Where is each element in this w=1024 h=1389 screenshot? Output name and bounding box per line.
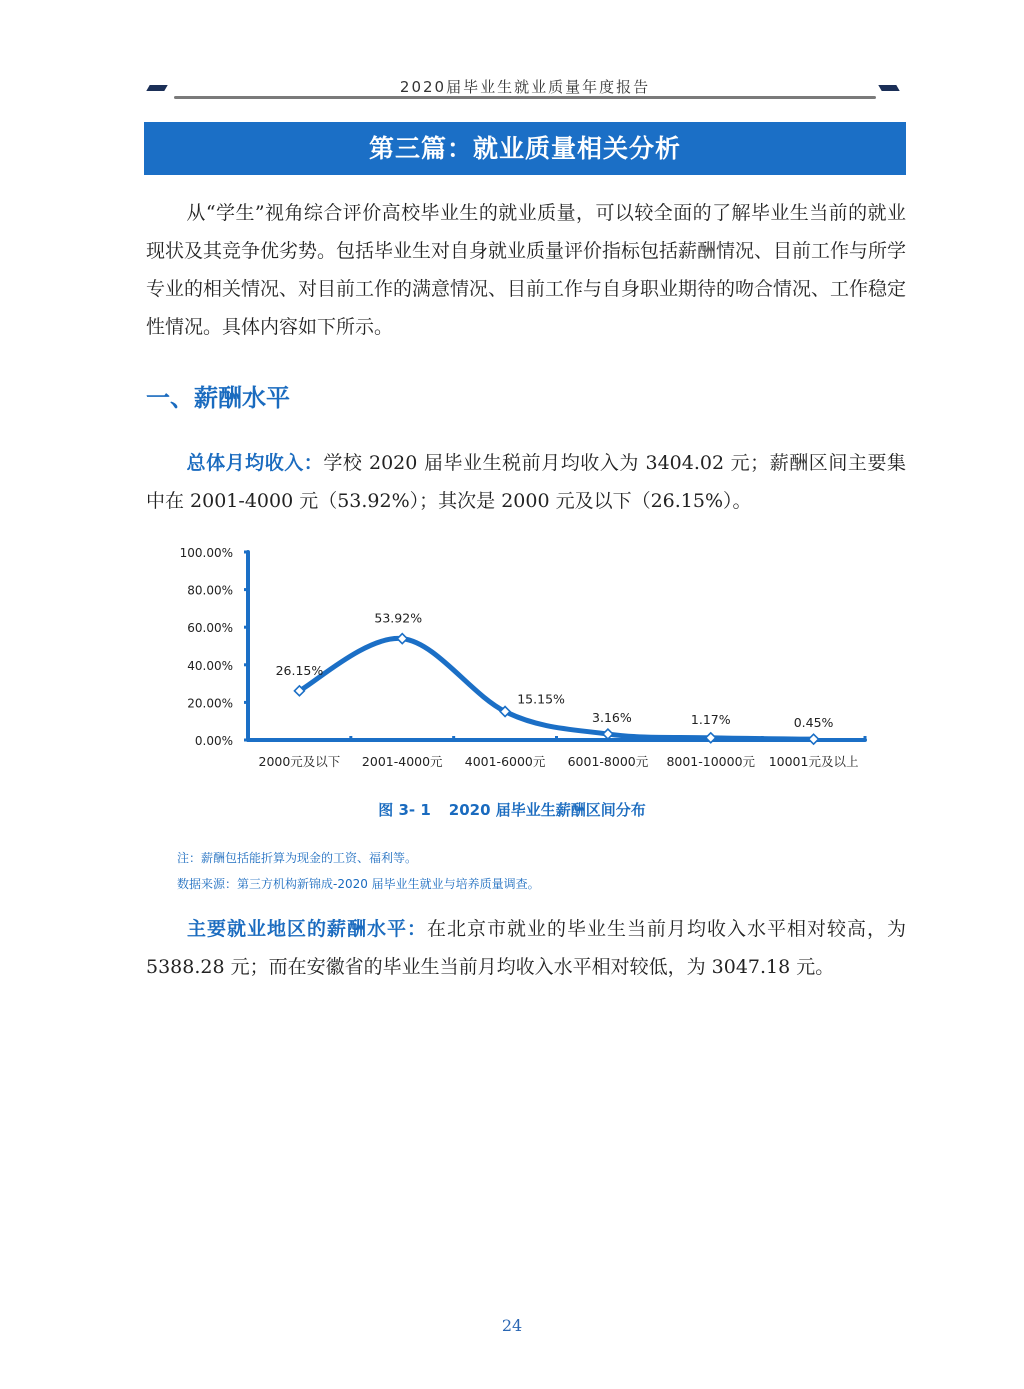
data-label: 3.16% xyxy=(592,710,632,726)
income-paragraph xyxy=(146,444,906,520)
page-header xyxy=(144,74,906,104)
figure-caption xyxy=(0,799,1024,820)
y-tick-label: 80.00% xyxy=(187,583,233,598)
data-label: 15.15% xyxy=(517,691,565,707)
data-point-marker xyxy=(706,733,716,743)
intro-paragraph xyxy=(146,194,906,346)
region-lead: 主要就业地区的薪酬水平： xyxy=(186,918,427,940)
figure-title: 2020 届毕业生薪酬区间分布 xyxy=(448,801,646,819)
data-point-marker xyxy=(603,729,613,739)
x-tick-label: 2000元及以下 xyxy=(258,754,341,769)
header-rule xyxy=(174,96,876,99)
data-point-marker xyxy=(500,707,510,717)
note-text: 注：薪酬包括能折算为现金的工资、福利等。 xyxy=(177,851,418,865)
data-point-marker xyxy=(809,734,819,744)
data-label: 53.92% xyxy=(374,610,423,626)
y-tick-label: 60.00% xyxy=(187,621,233,636)
section-title: 一、薪酬水平 xyxy=(146,384,290,412)
y-tick-label: 0.00% xyxy=(194,734,233,748)
x-tick-label: 2001-4000元 xyxy=(361,754,443,769)
data-label: 0.45% xyxy=(793,715,834,731)
data-labels xyxy=(276,611,834,731)
x-tick-label: 4001-6000元 xyxy=(464,754,546,769)
y-axis-ticks xyxy=(180,546,233,748)
data-markers xyxy=(294,634,818,744)
x-tick-label: 8001-10000元 xyxy=(666,754,756,769)
header-right-decoration xyxy=(878,85,899,91)
region-text: 在北京市就业的毕业生当前月均收入水平相对较高，为 5388.28 元；而在安徽省的毕业生当前月均收入水平相对较低，为 3047.18 元。 xyxy=(146,918,906,978)
series-line xyxy=(299,638,813,739)
income-lead: 总体月均收入： xyxy=(186,452,324,474)
y-tick-label: 100.00% xyxy=(179,546,233,560)
header-title: 2020届毕业生就业质量年度报告 xyxy=(399,78,651,96)
x-tick-label: 10001元及以上 xyxy=(768,754,859,769)
income-text: 学校 2020 届毕业生税前月均收入为 3404.02 元；薪酬区间主要集中在 2001-4000 元（53.92%）；其次是 2000 元及以下（26.15%）。 xyxy=(146,452,906,512)
figure-number: 图 3- 1 xyxy=(378,801,431,819)
axis-tick-marks xyxy=(244,552,865,740)
x-axis-labels xyxy=(259,754,859,769)
intro-text: 从“学生”视角综合评价高校毕业生的就业质量，可以较全面的了解毕业生当前的就业现状及其竞争优劣势。包括毕业生对自身就业质量评价指标包括薪酬情况、目前工作与所学专业的相关情况、对目前工作的满意情况、目前工作与自身职业期待的吻合情况、工作稳定性情况。具体内容如下所示。 xyxy=(146,202,907,338)
data-point-marker xyxy=(294,686,304,696)
y-tick-label: 20.00% xyxy=(187,696,233,711)
page-number: 24 xyxy=(501,1316,523,1335)
y-tick-label: 40.00% xyxy=(187,658,233,673)
chapter-banner: 第三篇：就业质量相关分析 xyxy=(144,122,906,175)
data-label: 26.15% xyxy=(275,662,324,678)
data-label: 1.17% xyxy=(690,711,731,727)
x-tick-label: 6001-8000元 xyxy=(567,754,649,769)
data-point-marker xyxy=(397,634,407,644)
region-paragraph xyxy=(146,910,906,986)
source-text: 数据来源：第三方机构新锦成-2020 届毕业生就业与培养质量调查。 xyxy=(177,877,540,891)
